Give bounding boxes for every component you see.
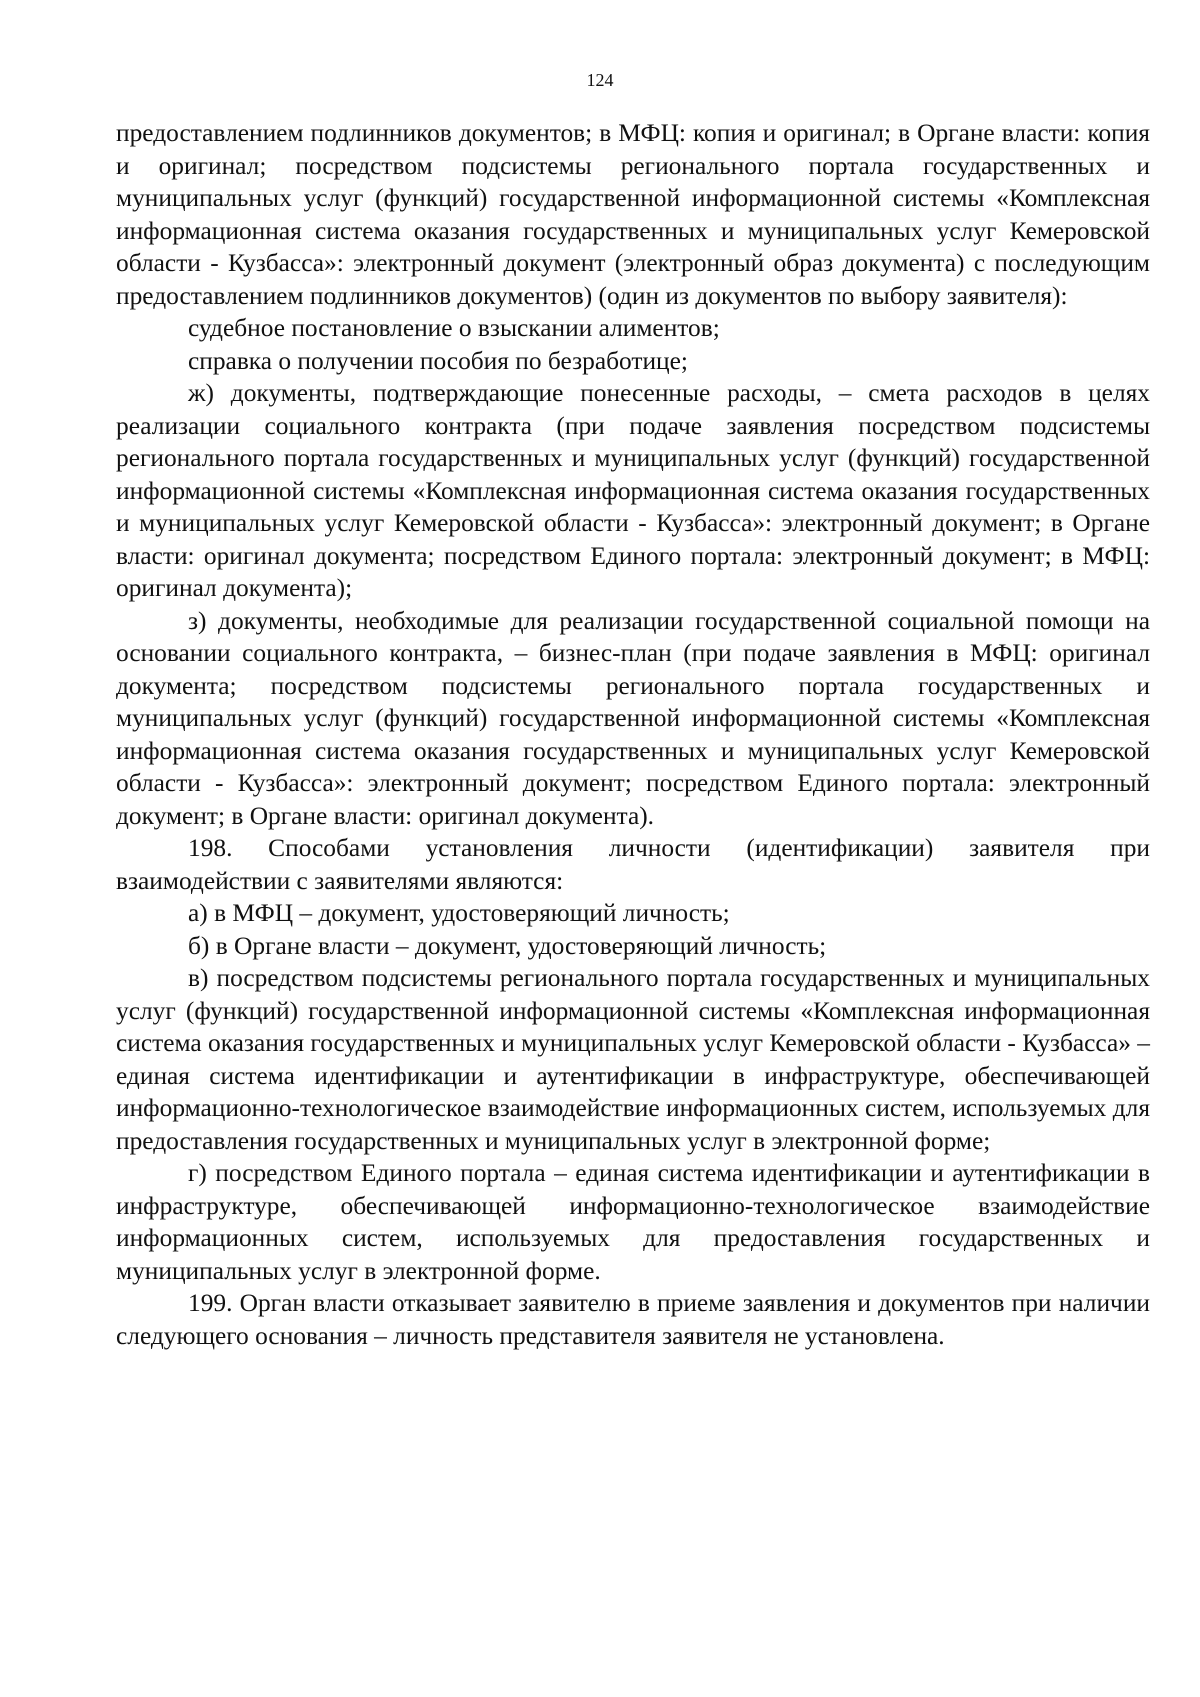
paragraph-198: 198. Способами установления личности (идентификации) заявителя при взаимодействии с заявителями являются: [116, 834, 1150, 895]
paragraph-item-b: б) в Органе власти – документ, удостоверяющий личность; [188, 931, 827, 960]
document-body [116, 117, 1150, 1352]
paragraph-199: 199. Орган власти отказывает заявителю в приеме заявления и документов при наличии следующего основания – личность представителя заявителя не установлена. [116, 1289, 1150, 1350]
paragraph-item-v: в) посредством подсистемы регионального портала государственных и муниципальных услуг (функций) государственной информационной системы «Комплексная информационная система оказания государственных и муниципальных услуг Кемеровской области - Кузбасса» – единая система идентификации и аутентификации в инфраструктуре, обеспечивающей информационно-технологическое взаимодействие информационных систем, используемых для предоставления государственных и муниципальных услуг в электронной форме; [116, 964, 1150, 1155]
paragraph-unemployment-benefit: справка о получении пособия по безработице; [188, 346, 688, 375]
paragraph-item-a: а) в МФЦ – документ, удостоверяющий личность; [188, 899, 730, 927]
paragraph-item-z: з) документы, необходимые для реализации государственной социальной помощи на основании социального контракта, – бизнес-план (при подаче заявления в МФЦ: оригинал документа; посредством подсистемы регионального портала государственных и муниципальных услуг (функций) государственной информационной системы «Комплексная информационная система оказания государственных и муниципальных услуг Кемеровской области - Кузбасса»: электронный документ; посредством Единого портала: электронный документ; в Органе власти: оригинал документа). [116, 606, 1150, 830]
page-number: 124 [586, 70, 614, 90]
paragraph-alimony-decision: судебное постановление о взыскании алиментов; [188, 314, 720, 342]
paragraph-item-zh: ж) документы, подтверждающие понесенные расходы, – смета расходов в целях реализации социального контракта (при подаче заявления посредством подсистемы регионального портала государственных и муниципальных услуг (функций) государственной информационной системы «Комплексная информационная система оказания государственных и муниципальных услуг Кемеровской области - Кузбасса»: электронный документ; в Органе власти: оригинал документа; посредством Единого портала: электронный документ; в МФЦ: оригинал документа); [116, 379, 1150, 602]
paragraph-item-g: г) посредством Единого портала – единая система идентификации и аутентификации в инфраструктуре, обеспечивающей информационно-технологическое взаимодействие информационных систем, используемых для предоставления государственных и муниципальных услуг в электронной форме. [116, 1159, 1150, 1285]
paragraph-continuation: предоставлением подлинников документов; в МФЦ: копия и оригинал; в Органе власти: копия и оригинал; посредством подсистемы регионального портала государственных и муниципальных услуг (функций) государственной информационной системы «Комплексная информационная система оказания государственных и муниципальных услуг Кемеровской области - Кузбасса»: электронный документ (электронный образ документа) с последующим предоставлением подлинников документов) (один из документов по выбору заявителя): [116, 119, 1150, 310]
